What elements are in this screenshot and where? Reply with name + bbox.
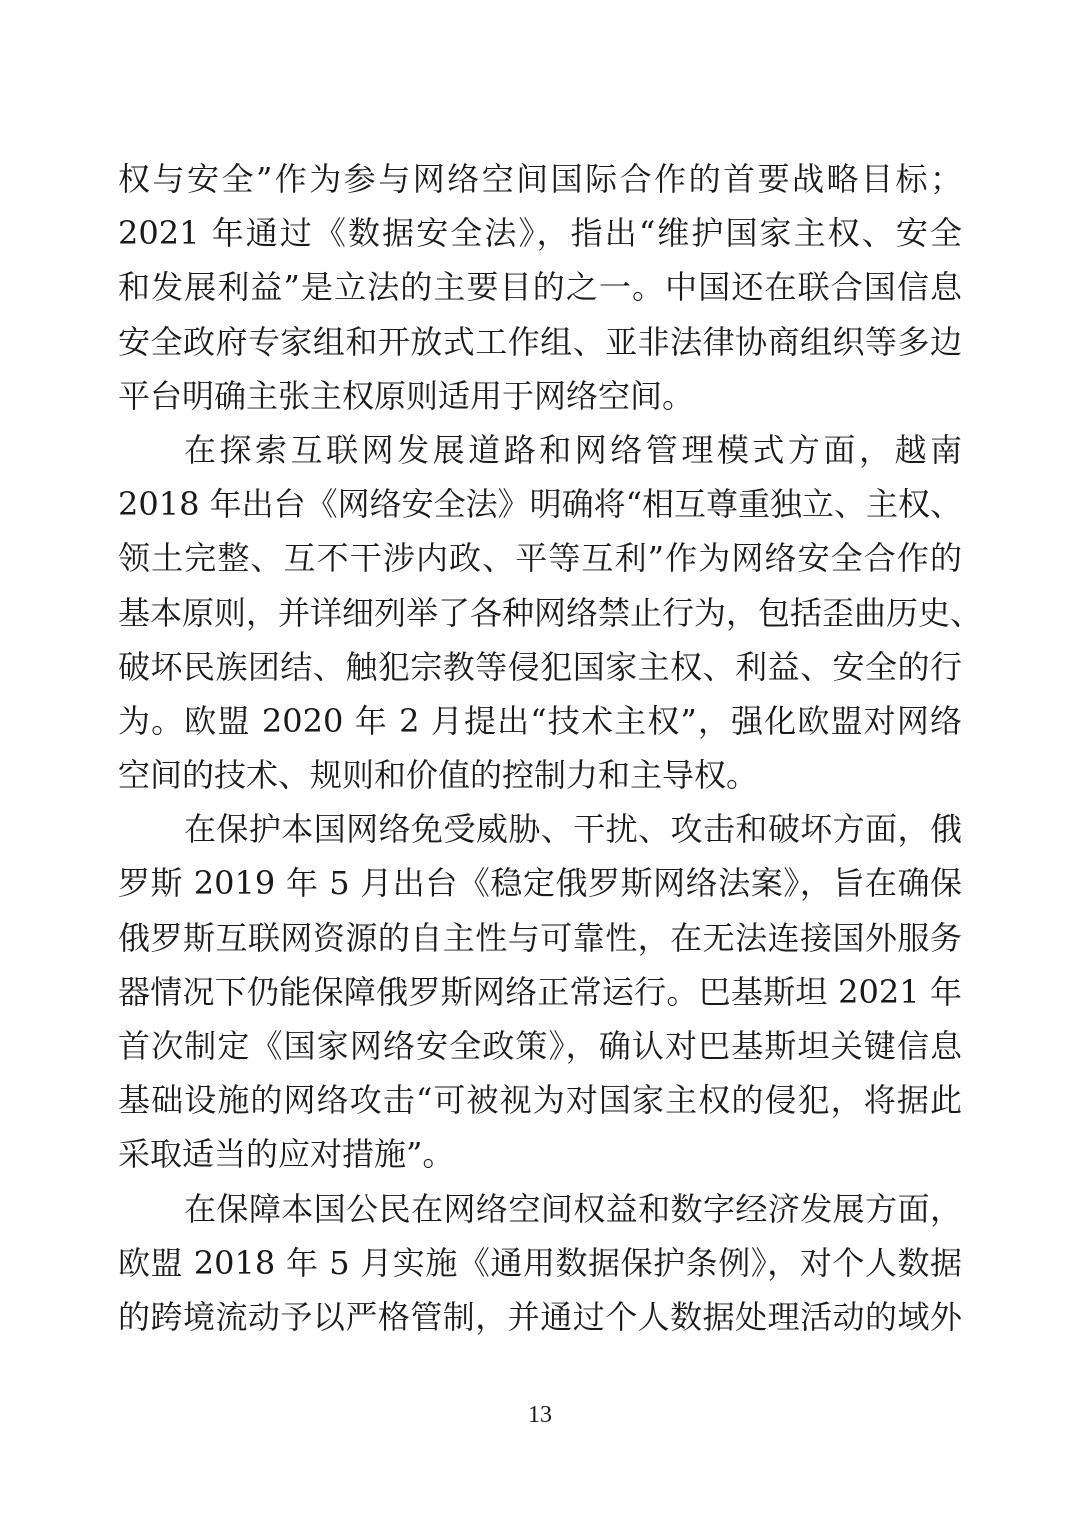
page-number: 13 (528, 1402, 552, 1428)
text-line: 的跨境流动予以严格管制，并通过个人数据处理活动的域外 (118, 1297, 962, 1336)
text-line: 基本原则，并详细列举了各种网络禁止行为，包括歪曲历史、 (118, 593, 983, 632)
text-line: 2021 年通过《数据安全法》，指出“维护国家主权、安全 (118, 214, 962, 253)
paragraph (118, 802, 962, 1181)
text-line: 2018 年出台《网络安全法》明确将“相互尊重独立、主权、 (118, 485, 962, 524)
paragraph (118, 423, 983, 802)
text-line: 安全政府专家组和开放式工作组、亚非法律协商组织等多边 (118, 322, 962, 361)
text-line: 欧盟 2018 年 5 月实施《通用数据保护条例》，对个人数据 (118, 1243, 962, 1282)
text-line: 平台明确主张主权原则适用于网络空间。 (118, 376, 695, 415)
paragraph (118, 152, 962, 423)
text-line: 在保障本国公民在网络空间权益和数字经济发展方面， (184, 1189, 962, 1228)
text-line: 基础设施的网络攻击“可被视为对国家主权的侵犯，将据此 (118, 1081, 962, 1120)
text-line: 在探索互联网发展道路和网络管理模式方面，越南 (184, 430, 962, 469)
text-line: 为。欧盟 2020 年 2 月提出“技术主权”，强化欧盟对网络 (118, 701, 962, 740)
text-line: 在保护本国网络免受威胁、干扰、攻击和破坏方面，俄 (184, 810, 962, 849)
text-line: 首次制定《国家网络安全政策》，确认对巴基斯坦关键信息 (118, 1027, 962, 1065)
body-text (118, 152, 983, 1344)
text-line: 和发展利益”是立法的主要目的之一。中国还在联合国信息 (118, 268, 962, 307)
text-line: 领土完整、互不干涉内政、平等互利”作为网络安全合作的 (118, 539, 962, 578)
paragraph (118, 1182, 962, 1345)
text-line: 罗斯 2019 年 5 月出台《稳定俄罗斯网络法案》，旨在确保 (118, 864, 962, 903)
text-line: 采取适当的应对措施”。 (118, 1135, 455, 1174)
text-line: 破坏民族团结、触犯宗教等侵犯国家主权、利益、安全的行 (118, 647, 962, 686)
text-line: 权与安全”作为参与网络空间国际合作的首要战略目标； (118, 160, 962, 198)
text-line: 空间的技术、规则和价值的控制力和主导权。 (118, 756, 759, 795)
text-line: 俄罗斯互联网资源的自主性与可靠性，在无法连接国外服务 (118, 918, 962, 957)
text-line: 器情况下仍能保障俄罗斯网络正常运行。巴基斯坦 2021 年 (118, 972, 962, 1011)
